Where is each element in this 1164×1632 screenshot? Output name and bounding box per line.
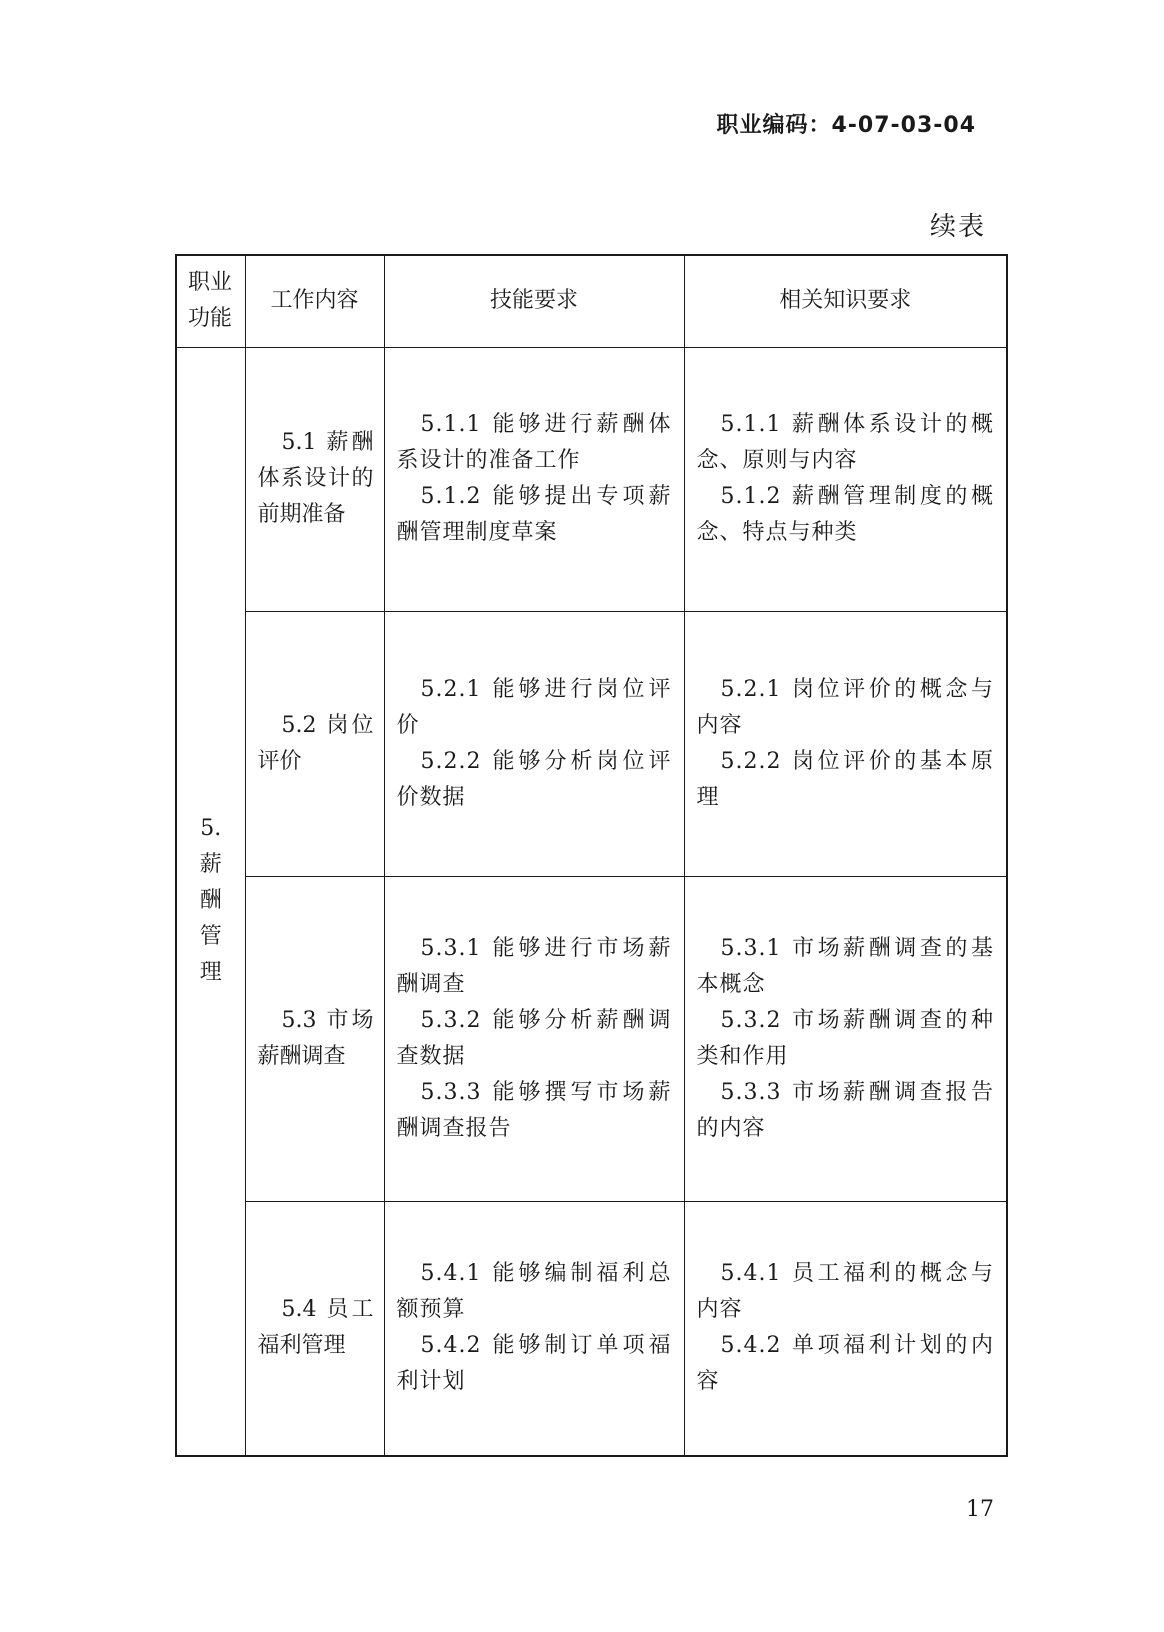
skills-cell — [384, 611, 684, 876]
table-row — [176, 876, 1007, 1201]
skill-item: 5.3.2 能够分析薪酬调查数据 — [396, 1007, 672, 1069]
knowledge-item: 5.3.2 市场薪酬调查的种类和作用 — [696, 1007, 994, 1069]
skills-cell — [384, 1201, 684, 1456]
knowledge-cell — [684, 876, 1007, 1201]
knowledge-item: 5.4.1 员工福利的概念与内容 — [696, 1261, 994, 1323]
function-name: 薪酬管理 — [199, 852, 222, 986]
table-header-row — [176, 255, 1007, 347]
knowledge-item: 5.2.2 岗位评价的基本原理 — [696, 748, 994, 810]
skills-cell — [384, 876, 684, 1201]
knowledge-cell — [684, 1201, 1007, 1456]
header-function: 职业功能 — [176, 255, 245, 347]
skill-item: 5.3.3 能够撰写市场薪酬调查报告 — [396, 1079, 672, 1141]
work-content: 5.4 员工福利管理 — [245, 1201, 384, 1456]
table-row — [176, 1201, 1007, 1456]
knowledge-item: 5.4.2 单项福利计划的内容 — [696, 1333, 994, 1395]
function-number: 5. — [200, 816, 222, 842]
knowledge-item: 5.1.2 薪酬管理制度的概念、特点与种类 — [696, 484, 994, 545]
skill-item: 5.2.2 能够分析岗位评价数据 — [396, 748, 672, 810]
knowledge-item: 5.1.1 薪酬体系设计的概念、原则与内容 — [696, 412, 994, 473]
skill-item: 5.3.1 能够进行市场薪酬调查 — [396, 935, 672, 997]
work-content: 5.1 薪酬体系设计的前期准备 — [245, 347, 384, 611]
knowledge-item: 5.3.3 市场薪酬调查报告的内容 — [696, 1079, 994, 1141]
skills-cell — [384, 347, 684, 611]
skill-item: 5.2.1 能够进行岗位评价 — [396, 676, 672, 738]
header-knowledge: 相关知识要求 — [684, 255, 1007, 347]
occupation-code: 职业编码：4-07-03-04 — [716, 113, 976, 138]
work-content: 5.2 岗位评价 — [245, 611, 384, 876]
continued-label: 续表 — [929, 212, 986, 242]
table-row — [176, 611, 1007, 876]
page-number: 17 — [966, 1497, 994, 1522]
skill-item: 5.1.2 能够提出专项薪酬管理制度草案 — [396, 484, 672, 545]
skill-item: 5.4.2 能够制订单项福利计划 — [396, 1333, 672, 1395]
skills-table — [175, 254, 1008, 1457]
knowledge-item: 5.3.1 市场薪酬调查的基本概念 — [696, 935, 994, 997]
function-cell — [176, 347, 245, 1456]
header-content: 工作内容 — [245, 255, 384, 347]
knowledge-cell — [684, 611, 1007, 876]
header-skills: 技能要求 — [384, 255, 684, 347]
knowledge-item: 5.2.1 岗位评价的概念与内容 — [696, 676, 994, 738]
skill-item: 5.4.1 能够编制福利总额预算 — [396, 1261, 672, 1323]
table-row — [176, 347, 1007, 611]
skill-item: 5.1.1 能够进行薪酬体系设计的准备工作 — [396, 412, 672, 473]
work-content: 5.3 市场薪酬调查 — [245, 876, 384, 1201]
knowledge-cell — [684, 347, 1007, 611]
